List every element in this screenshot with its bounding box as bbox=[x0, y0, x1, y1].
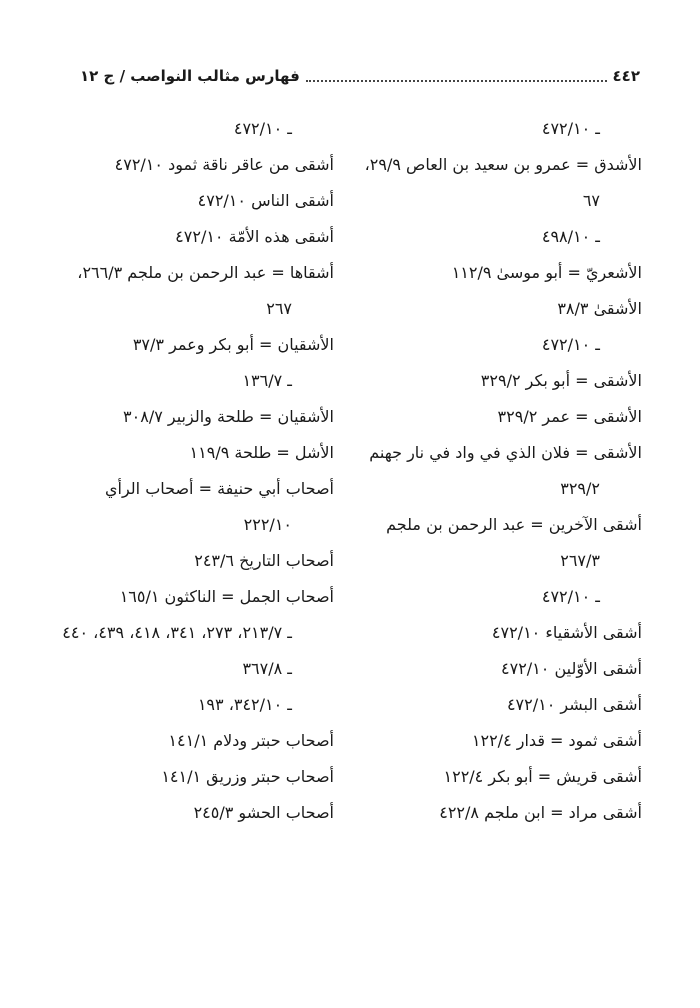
header-leader-dots bbox=[306, 70, 607, 82]
index-entry-continuation: ـ ٣٦٧/٨ bbox=[242, 659, 292, 678]
index-entry-continuation: ـ ١٣٦/٧ bbox=[242, 371, 292, 390]
index-entry: أشقى قريش = أبو بكر ١٢٢/٤ bbox=[443, 767, 642, 786]
running-title: فهارس مثالب النواصب / ج ١٢ bbox=[80, 67, 300, 85]
index-column-right bbox=[345, 111, 642, 831]
index-entry: أصحاب الحشو ٢٤٥/٣ bbox=[193, 803, 334, 822]
index-entry-continuation: ـ ٣٤٢/١٠، ١٩٣ bbox=[197, 695, 292, 714]
index-entry: الأشدق = عمرو بن سعيد بن العاص ٢٩/٩، bbox=[364, 155, 642, 174]
index-entry-continuation: ـ ٤٩٨/١٠ bbox=[541, 227, 600, 246]
index-entry-continuation: ٦٧ bbox=[582, 191, 600, 210]
index-entry: الأشقىٰ ٣٨/٣ bbox=[557, 299, 642, 318]
index-entry: أشقى الآخرين = عبد الرحمن بن ملجم bbox=[386, 515, 642, 534]
index-entry-continuation: ٢٦٧ bbox=[266, 299, 292, 318]
index-column-left bbox=[62, 111, 334, 831]
index-entry: الأشعريّ = أبو موسىٰ ١١٢/٩ bbox=[451, 263, 642, 282]
index-entry: أشقى من عاقر ناقة ثمود ٤٧٢/١٠ bbox=[114, 155, 334, 174]
index-entry: أصحاب الجمل = الناكثون ١٦٥/١ bbox=[119, 587, 334, 606]
index-entry: أشقى الأشقياء ٤٧٢/١٠ bbox=[491, 623, 642, 642]
index-entry-continuation: ٢٢٢/١٠ bbox=[243, 515, 292, 534]
index-entry: الأشقيان = أبو بكر وعمر ٣٧/٣ bbox=[132, 335, 334, 354]
index-entry-continuation: ٢٦٧/٣ bbox=[560, 551, 600, 570]
running-header bbox=[80, 64, 640, 88]
index-entry: أشقى ثمود = قدار ١٢٢/٤ bbox=[471, 731, 642, 750]
index-entry: أصحاب حبتر وزريق ١٤١/١ bbox=[161, 767, 334, 786]
index-entry: أصحاب التاريخ ٢٤٣/٦ bbox=[194, 551, 334, 570]
index-entry: الأشقى = فلان الذي في واد في نار جهنم bbox=[369, 443, 642, 462]
index-entry: أصحاب أبي حنيفة = أصحاب الرأي bbox=[105, 479, 334, 498]
index-entry: أشقى الأوّلين ٤٧٢/١٠ bbox=[501, 659, 642, 678]
index-entry: أشقى البشر ٤٧٢/١٠ bbox=[506, 695, 642, 714]
index-entry: أشقى مراد = ابن ملجم ٤٢٢/٨ bbox=[439, 803, 642, 822]
page-number: ٤٤٢ bbox=[612, 67, 640, 85]
index-entry: أشقى هذه الأمّة ٤٧٢/١٠ bbox=[175, 227, 334, 246]
index-entry-continuation: ـ ٢١٣/٧، ٢٧٣، ٣٤١، ٤١٨، ٤٣٩، ٤٤٠ bbox=[62, 623, 292, 642]
index-entry: الأشقيان = طلحة والزبير ٣٠٨/٧ bbox=[123, 407, 334, 426]
index-entry: أشقاها = عبد الرحمن بن ملجم ٢٦٦/٣، bbox=[77, 263, 334, 282]
index-entry: الأشل = طلحة ١١٩/٩ bbox=[189, 443, 334, 462]
index-entry-continuation: ـ ٤٧٢/١٠ bbox=[541, 335, 600, 354]
index-entry: أصحاب حبتر ودلام ١٤١/١ bbox=[168, 731, 334, 750]
index-entry-continuation: ـ ٤٧٢/١٠ bbox=[541, 119, 600, 138]
index-entry: الأشقى = عمر ٣٢٩/٢ bbox=[497, 407, 642, 426]
index-entry-continuation: ـ ٤٧٢/١٠ bbox=[541, 587, 600, 606]
index-entry: الأشقى = أبو بكر ٣٢٩/٢ bbox=[480, 371, 642, 390]
index-entry-continuation: ـ ٤٧٢/١٠ bbox=[233, 119, 292, 138]
index-entry: أشقى الناس ٤٧٢/١٠ bbox=[197, 191, 334, 210]
index-entry-continuation: ٣٢٩/٢ bbox=[560, 479, 600, 498]
